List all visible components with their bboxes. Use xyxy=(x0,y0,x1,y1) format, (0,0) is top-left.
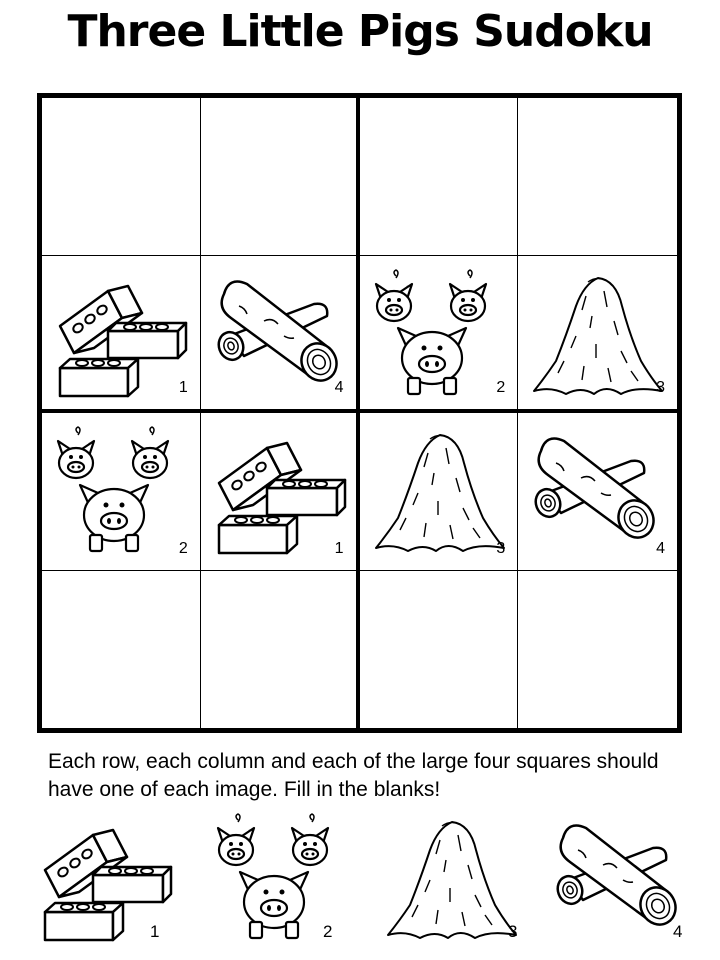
cell-number: 4 xyxy=(656,539,665,557)
logs-icon xyxy=(209,266,349,401)
sudoku-cell-r2c1 xyxy=(42,256,201,414)
instructions-text: Each row, each column and each of the large four squares should have one of each image. Fill in the blanks! xyxy=(48,750,659,801)
sudoku-cell-r3c4 xyxy=(518,413,677,571)
cell-number: 2 xyxy=(496,379,506,396)
pigs-icon xyxy=(368,266,508,401)
sudoku-grid xyxy=(37,93,682,733)
cell-number: 3 xyxy=(656,379,665,396)
straw-icon xyxy=(368,423,508,558)
bricks-icon xyxy=(209,423,349,558)
sudoku-cell-r4c4[interactable] xyxy=(518,571,677,729)
pigs-icon xyxy=(50,423,190,558)
key-item-straw xyxy=(380,810,540,950)
page-title: Three Little Pigs Sudoku xyxy=(67,6,653,57)
cell-number: 1 xyxy=(334,539,344,557)
cell-number: 4 xyxy=(334,379,344,396)
key-item-logs xyxy=(548,810,708,950)
sudoku-cell-r4c2[interactable] xyxy=(201,571,360,729)
sudoku-cell-r4c3[interactable] xyxy=(360,571,519,729)
sudoku-cell-r1c3[interactable] xyxy=(360,98,519,256)
key-item-bricks xyxy=(35,810,195,950)
sudoku-cell-r3c3 xyxy=(360,413,519,571)
key-number: 3 xyxy=(508,922,518,941)
sudoku-cell-r1c4[interactable] xyxy=(518,98,677,256)
cell-number: 2 xyxy=(178,539,188,557)
sudoku-cell-r2c4 xyxy=(518,256,677,414)
key-number: 1 xyxy=(150,922,160,941)
key-number: 4 xyxy=(673,922,683,941)
sudoku-cell-r2c3 xyxy=(360,256,519,414)
logs-icon xyxy=(526,423,666,558)
cell-number: 3 xyxy=(496,539,506,557)
cell-number: 1 xyxy=(178,379,188,396)
sudoku-cell-r1c1[interactable] xyxy=(42,98,201,256)
sudoku-cell-r3c2 xyxy=(201,413,360,571)
sudoku-cell-r2c2 xyxy=(201,256,360,414)
key-item-pigs xyxy=(210,810,370,950)
logs-icon xyxy=(548,810,688,945)
sudoku-cell-r4c1[interactable] xyxy=(42,571,201,729)
sudoku-cell-r3c1 xyxy=(42,413,201,571)
bricks-icon xyxy=(50,266,190,401)
straw-icon xyxy=(380,810,520,945)
sudoku-cell-r1c2[interactable] xyxy=(201,98,360,256)
key-number: 2 xyxy=(323,922,333,941)
straw-icon xyxy=(526,266,666,401)
